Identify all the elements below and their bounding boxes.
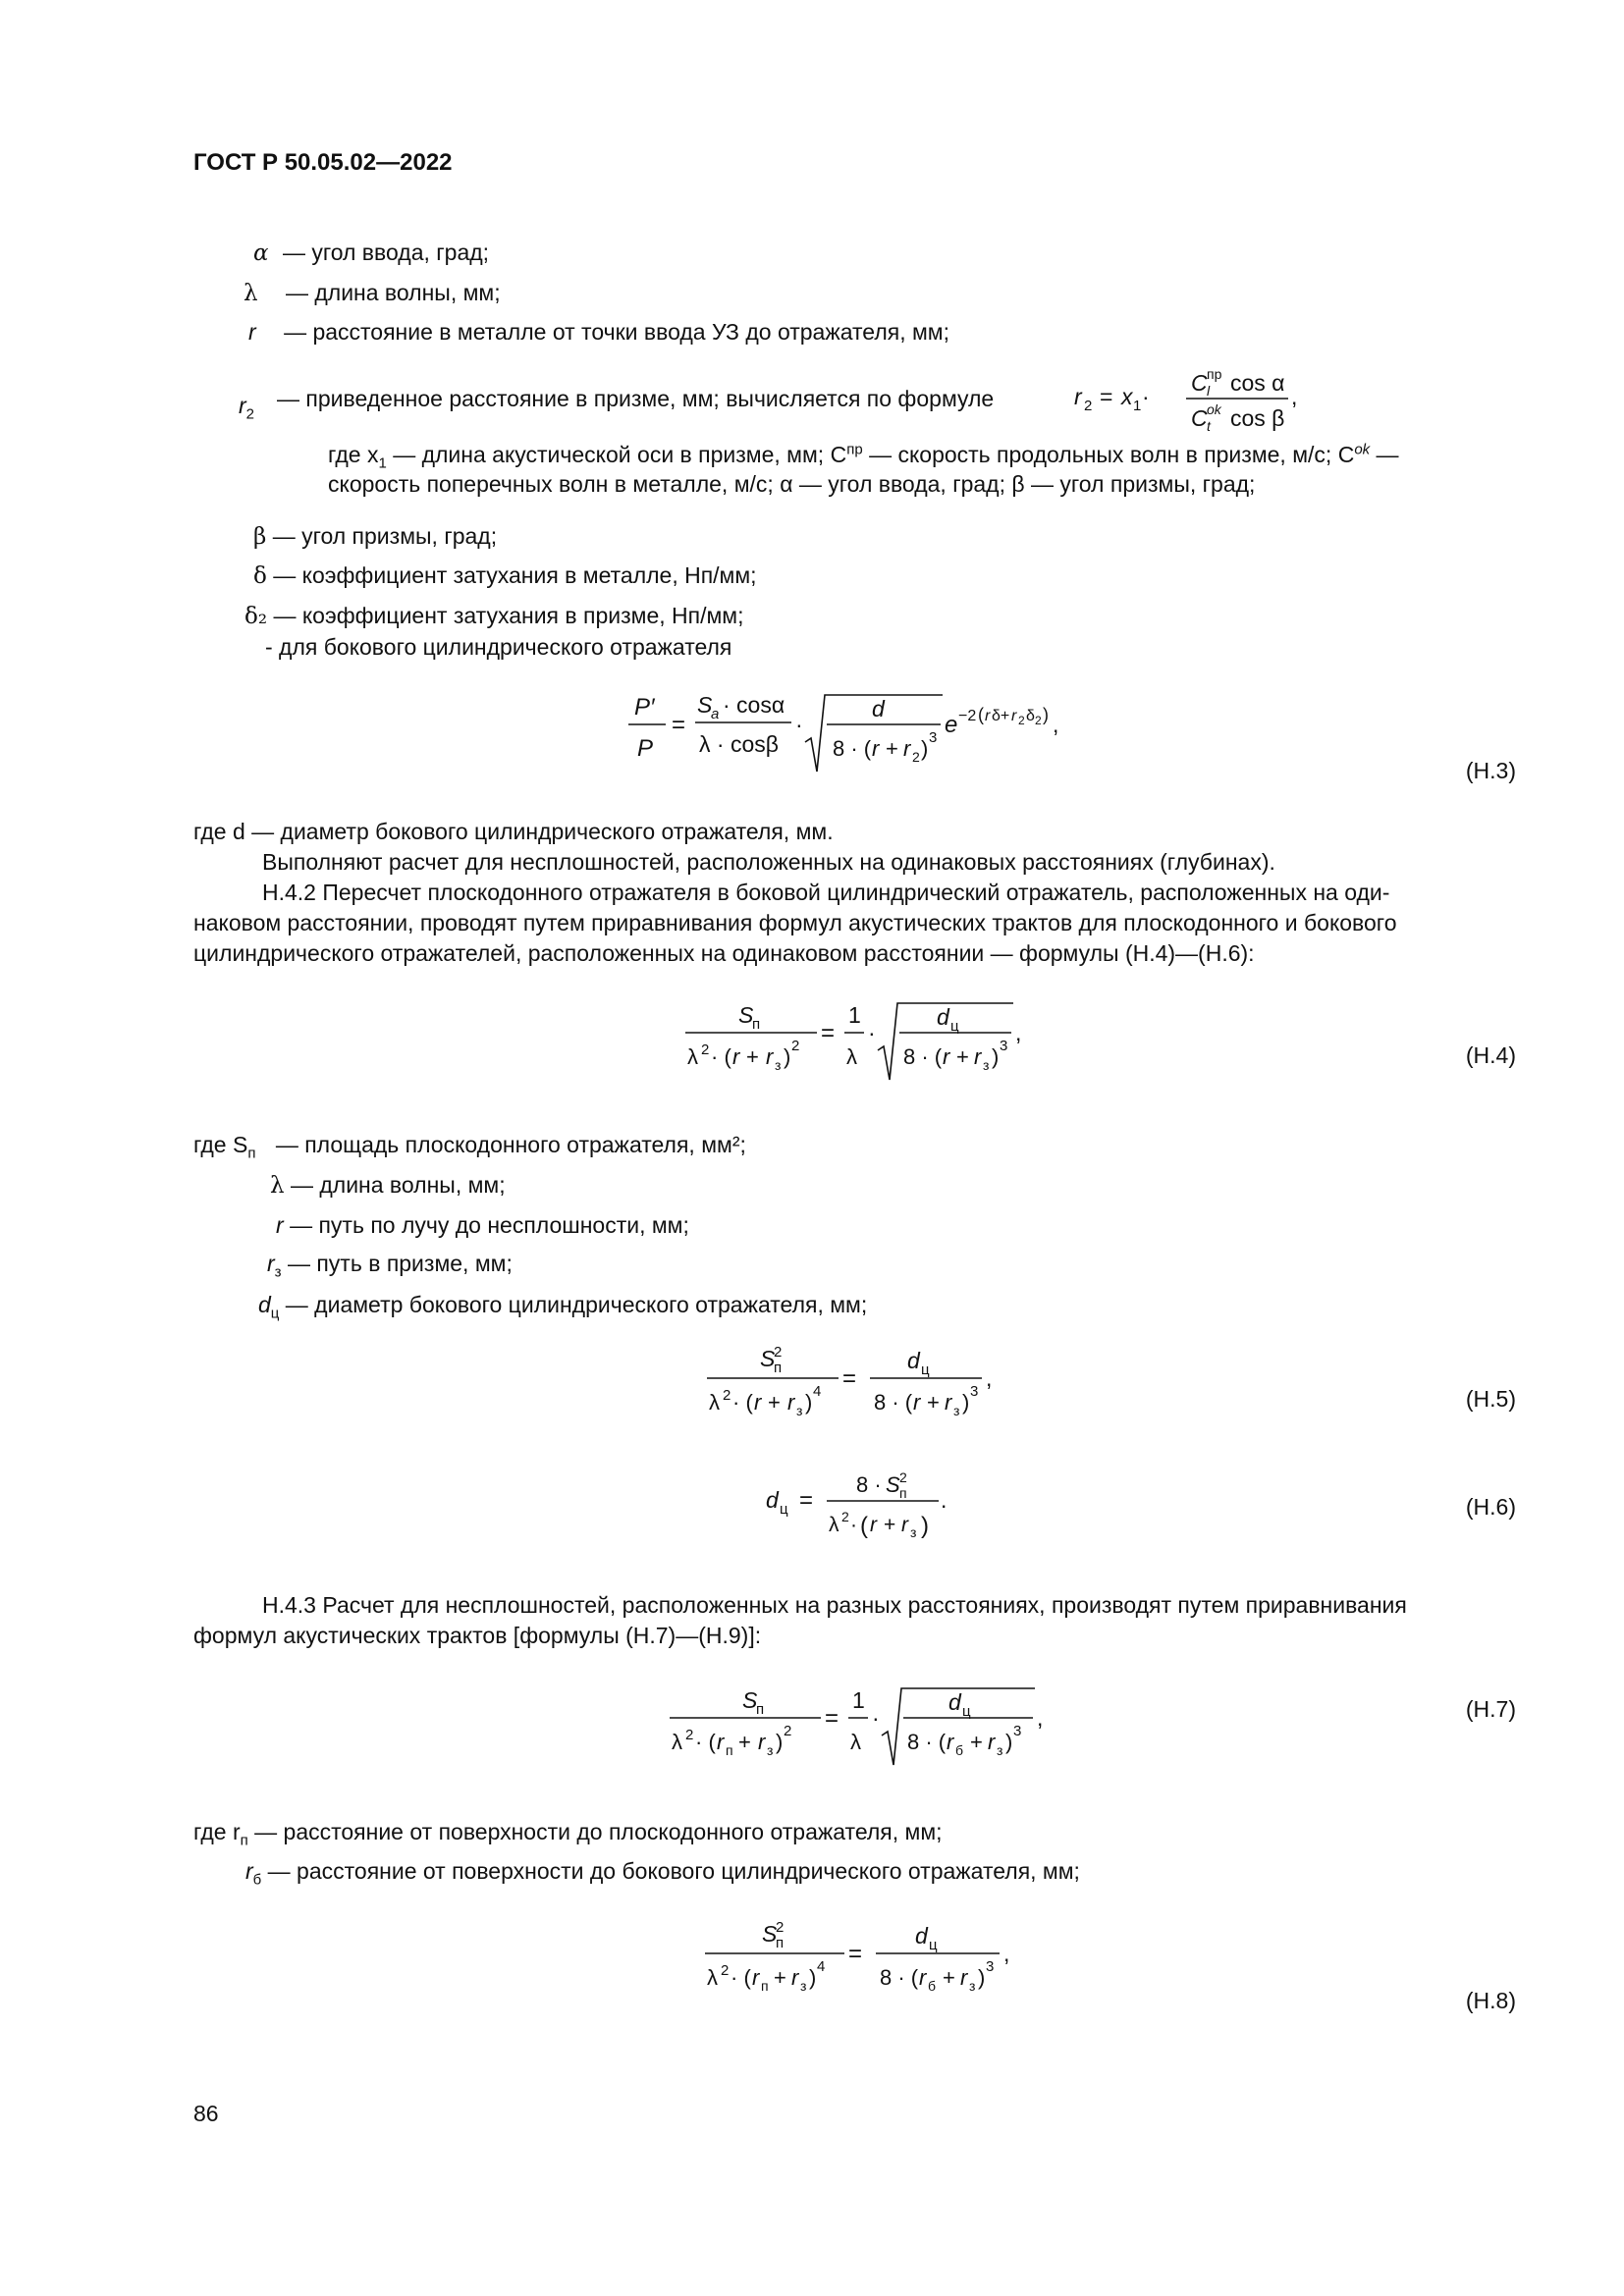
r2-where-line2: скорость поперечных волн в металле, м/с; α — угол ввода, град; β — угол призмы, град; — [328, 471, 1256, 497]
formula-h8 — [697, 1906, 1031, 2004]
svg-text:−2: −2 — [958, 708, 977, 724]
svg-text:,: , — [1015, 1020, 1022, 1045]
svg-text:пр: пр — [1207, 366, 1222, 382]
svg-text:8 · (: 8 · ( — [880, 1965, 919, 1990]
svg-text:п: п — [752, 1016, 761, 1033]
svg-text:+: + — [746, 1044, 759, 1069]
svg-text:λ · cosβ: λ · cosβ — [699, 731, 779, 757]
r2-inline-formula — [1070, 361, 1316, 440]
r2-where-line1: где $x_1$ — длина акустической оси в призме, мм; $C^{пр}$ — скорость продольных волн в призме, м/с; $C^{ok}$ — — [328, 441, 1399, 472]
svg-text:+: + — [970, 1730, 983, 1754]
svg-text:·: · — [872, 1705, 880, 1731]
svg-text:ц: ц — [962, 1703, 971, 1720]
svg-text:ц: ц — [921, 1362, 930, 1378]
svg-text:3: 3 — [929, 729, 938, 746]
svg-text:· (: · ( — [732, 1390, 753, 1415]
svg-text:r: r — [791, 1965, 799, 1990]
svg-text:S: S — [742, 1687, 758, 1713]
svg-text:,: , — [1053, 712, 1059, 737]
svg-text:P: P — [637, 735, 654, 762]
svg-text:2: 2 — [685, 1727, 694, 1743]
formula-h4 — [677, 986, 1041, 1084]
formula-h3 — [609, 677, 1119, 775]
svg-text:,: , — [1003, 1941, 1010, 1966]
svg-text:r: r — [872, 736, 880, 761]
svg-text:8 · (: 8 · ( — [907, 1730, 947, 1754]
symbol-r: r — расстояние в металле от точки ввода УЗ до отражателя, мм; — [248, 319, 949, 345]
where-rp: где $r_п$ — расстояние от поверхности до плоскодонного отражателя, мм; — [193, 1819, 943, 1849]
svg-text:,: , — [986, 1365, 993, 1391]
svg-text:e: e — [945, 712, 958, 738]
svg-text:з: з — [800, 1978, 807, 1994]
svg-text:+: + — [738, 1730, 751, 1754]
svg-text:2: 2 — [899, 1469, 907, 1485]
svg-text:r: r — [732, 1044, 740, 1069]
svg-text:S: S — [697, 692, 713, 718]
svg-text:з: з — [775, 1057, 782, 1073]
svg-text:,: , — [1037, 1705, 1044, 1731]
svg-text:п: п — [774, 1360, 783, 1376]
svg-text:=: = — [799, 1487, 814, 1514]
svg-text:п: п — [899, 1485, 907, 1501]
svg-text:a: a — [711, 706, 720, 722]
svg-text:2: 2 — [1018, 714, 1025, 727]
svg-text:r: r — [717, 1730, 725, 1754]
svg-text:d: d — [937, 1004, 949, 1030]
svg-text:r: r — [985, 708, 991, 724]
svg-text:r: r — [960, 1965, 968, 1990]
where-dc: $d_ц$ — диаметр бокового цилиндрического отражателя, мм; — [258, 1292, 868, 1322]
equation-label-h7: (Н.7) — [1465, 1696, 1516, 1722]
svg-text:2: 2 — [701, 1041, 710, 1058]
paragraph-h42-line2: наковом расстоянии, проводят путем приравнивания формул акустических трактов для плоскодонного и бокового — [193, 910, 1397, 935]
formula-h7 — [658, 1671, 1051, 1769]
svg-text:P′: P′ — [634, 694, 655, 721]
svg-text:S: S — [762, 1921, 778, 1947]
svg-text:r: r — [945, 1390, 952, 1415]
symbol-delta: δ — коэффициент затухания в металле, Нп/мм; — [253, 562, 757, 589]
svg-text:λ: λ — [672, 1730, 682, 1754]
equation-label-h5: (Н.5) — [1465, 1386, 1516, 1412]
paragraph-h42-line3: цилиндрического отражателей, расположенных на одинаковом расстоянии — формулы (Н.4)—(Н.6): — [193, 940, 1255, 966]
svg-text:r: r — [943, 1044, 950, 1069]
svg-text:): ) — [978, 1965, 986, 1990]
paragraph-h43-line1: Н.4.3 Расчет для несплошностей, расположенных на разных расстояниях, производят путем приравнивания — [262, 1592, 1407, 1618]
svg-text:·: · — [868, 1020, 876, 1045]
where-rb: $r_б$ — расстояние от поверхности до бокового цилиндрического отражателя, мм; — [245, 1858, 1080, 1889]
svg-text:S: S — [760, 1346, 776, 1371]
svg-text:·: · — [795, 712, 803, 737]
svg-text:r: r — [913, 1390, 921, 1415]
svg-text:1: 1 — [848, 1002, 861, 1028]
svg-text:+: + — [956, 1044, 969, 1069]
svg-text:δ: δ — [1026, 708, 1035, 724]
svg-text:r: r — [988, 1730, 996, 1754]
svg-text:(: ( — [978, 705, 984, 724]
symbol-lambda: λ — длина волны, мм; — [244, 280, 501, 306]
svg-text:r: r — [870, 1514, 877, 1536]
svg-text:3: 3 — [986, 1958, 995, 1975]
svg-text:=: = — [825, 1705, 839, 1732]
svg-text:=: = — [672, 712, 686, 738]
svg-text:cos α: cos α — [1230, 370, 1285, 396]
svg-text:λ: λ — [846, 1044, 857, 1069]
svg-text:з: з — [953, 1403, 960, 1418]
svg-text:=: = — [1100, 384, 1113, 409]
svg-text:r: r — [787, 1390, 795, 1415]
svg-text:2: 2 — [791, 1038, 800, 1054]
svg-text:2: 2 — [1084, 398, 1093, 414]
svg-text:з: з — [969, 1978, 976, 1994]
symbol-beta: β — угол призмы, град; — [253, 523, 498, 550]
svg-text:з: з — [997, 1742, 1003, 1758]
svg-text:cos β: cos β — [1230, 405, 1285, 431]
svg-text:2: 2 — [776, 1919, 785, 1936]
svg-text:): ) — [805, 1390, 813, 1415]
svg-text:t: t — [1207, 418, 1211, 434]
svg-text:r: r — [754, 1390, 762, 1415]
svg-text:): ) — [809, 1965, 817, 1990]
svg-text:п: п — [756, 1701, 765, 1718]
svg-text:λ: λ — [709, 1390, 720, 1415]
svg-text:п: п — [776, 1935, 785, 1951]
svg-text:1: 1 — [1133, 398, 1142, 414]
svg-text:·: · — [1142, 384, 1150, 409]
svg-text:б: б — [928, 1978, 937, 1994]
svg-text:· (: · ( — [711, 1044, 731, 1069]
equation-label-h4: (Н.4) — [1465, 1042, 1516, 1068]
svg-text:3: 3 — [970, 1383, 979, 1400]
svg-text:λ: λ — [687, 1044, 698, 1069]
svg-text:з: з — [767, 1742, 774, 1758]
svg-text:+: + — [927, 1390, 940, 1415]
svg-text:3: 3 — [1013, 1723, 1022, 1739]
svg-text:d: d — [907, 1348, 920, 1373]
svg-text:S: S — [738, 1002, 754, 1028]
svg-text:.: . — [941, 1487, 947, 1513]
svg-text:λ: λ — [829, 1514, 839, 1536]
svg-text:=: = — [821, 1020, 836, 1046]
svg-text:r: r — [901, 1514, 908, 1536]
svg-text:x: x — [1121, 384, 1133, 409]
svg-text:r: r — [903, 736, 911, 761]
svg-text:2: 2 — [1035, 714, 1042, 727]
svg-text:): ) — [962, 1390, 970, 1415]
svg-text:· cosα: · cosα — [723, 692, 785, 718]
symbol-r2: $r_2$ — [239, 393, 255, 423]
svg-text:(: ( — [860, 1513, 868, 1539]
svg-text:+: + — [884, 1514, 896, 1536]
svg-text:ok: ok — [1207, 401, 1221, 417]
svg-text:п: п — [726, 1742, 733, 1758]
svg-text:2: 2 — [912, 749, 920, 765]
svg-text:2: 2 — [723, 1387, 731, 1404]
side-cyl-note: - для бокового цилиндрического отражателя — [265, 634, 732, 660]
svg-text:C: C — [1191, 405, 1208, 431]
svg-text:ц: ц — [929, 1937, 938, 1953]
svg-text:4: 4 — [813, 1383, 822, 1400]
formula-h6 — [756, 1459, 962, 1547]
svg-text:d: d — [915, 1923, 928, 1949]
svg-text:п: п — [761, 1978, 769, 1994]
svg-text:d: d — [948, 1689, 961, 1715]
svg-text:C: C — [1191, 370, 1208, 396]
svg-text:r: r — [752, 1965, 760, 1990]
svg-text:r: r — [1011, 708, 1017, 724]
symbol-alpha: α — угол ввода, град; — [253, 240, 490, 266]
svg-text:3: 3 — [1000, 1038, 1008, 1054]
svg-text:δ+: δ+ — [992, 708, 1010, 724]
equation-label-h6: (Н.6) — [1465, 1494, 1516, 1520]
paragraph-h42-line1: Н.4.2 Пересчет плоскодонного отражателя в боковой цилиндрический отражатель, расположенных на оди- — [262, 880, 1390, 905]
svg-text:l: l — [1207, 383, 1211, 399]
svg-text:): ) — [992, 1044, 1000, 1069]
svg-text:): ) — [1005, 1730, 1013, 1754]
where-sp: где $S_п$ — площадь плоскодонного отражателя, мм²; — [193, 1132, 746, 1162]
svg-text:2: 2 — [841, 1509, 849, 1524]
svg-text:r: r — [974, 1044, 982, 1069]
r2-definition: — приведенное расстояние в призме, мм; вычисляется по формуле — [277, 386, 995, 411]
svg-text:,: , — [1291, 384, 1298, 409]
svg-text:r: r — [919, 1965, 927, 1990]
svg-text:1: 1 — [852, 1687, 865, 1713]
svg-text:8 · (: 8 · ( — [903, 1044, 943, 1069]
svg-text:r: r — [1074, 384, 1082, 409]
svg-text:): ) — [921, 1513, 929, 1539]
svg-text:r: r — [758, 1730, 766, 1754]
svg-text:· (: · ( — [695, 1730, 716, 1754]
svg-text:=: = — [848, 1941, 863, 1967]
document-header: ГОСТ Р 50.05.02—2022 — [193, 149, 453, 176]
svg-text:2: 2 — [774, 1344, 783, 1361]
where-lambda: λ — длина волны, мм; — [270, 1172, 506, 1199]
svg-text:8 · (: 8 · ( — [833, 736, 872, 761]
svg-text:з: з — [910, 1524, 917, 1540]
symbol-delta2: δ₂ — коэффициент затухания в призме, Нп/мм; — [244, 603, 744, 629]
svg-text:ц: ц — [950, 1018, 959, 1035]
svg-text:· (: · ( — [731, 1965, 751, 1990]
svg-text:λ: λ — [850, 1730, 861, 1754]
svg-text:+: + — [774, 1965, 786, 1990]
where-rz: $r_з$ — путь в призме, мм; — [267, 1251, 513, 1281]
svg-text:d: d — [766, 1487, 779, 1513]
svg-text:r: r — [947, 1730, 954, 1754]
svg-text:з: з — [983, 1057, 990, 1073]
where-d: где d — диаметр бокового цилиндрического отражателя, мм. — [193, 819, 834, 844]
svg-text:2: 2 — [784, 1723, 792, 1739]
svg-text:4: 4 — [817, 1958, 826, 1975]
page-number: 86 — [193, 2101, 219, 2126]
svg-text:2: 2 — [721, 1962, 730, 1979]
svg-text:8 · (: 8 · ( — [874, 1390, 913, 1415]
equation-label-h8: (Н.8) — [1465, 1988, 1516, 2013]
svg-text:+: + — [943, 1965, 955, 1990]
svg-text:d: d — [872, 696, 885, 721]
equation-label-h3: (Н.3) — [1465, 758, 1516, 783]
calc-same-distance: Выполняют расчет для несплошностей, расположенных на одинаковых расстояниях (глубинах). — [262, 849, 1275, 875]
svg-text:S: S — [886, 1472, 900, 1497]
svg-text:+: + — [768, 1390, 781, 1415]
svg-text:ц: ц — [780, 1501, 788, 1518]
svg-text:8 ·: 8 · — [856, 1472, 882, 1497]
formula-h5 — [697, 1331, 1011, 1429]
where-r-beam: r — путь по лучу до несплошности, мм; — [276, 1212, 689, 1238]
svg-text:=: = — [842, 1365, 857, 1392]
svg-text:): ) — [784, 1044, 791, 1069]
svg-text:·: · — [850, 1514, 857, 1536]
svg-text:r: r — [766, 1044, 774, 1069]
svg-text:λ: λ — [707, 1965, 718, 1990]
svg-text:): ) — [921, 736, 929, 761]
svg-text:): ) — [776, 1730, 784, 1754]
svg-text:+: + — [886, 736, 898, 761]
svg-text:): ) — [1043, 705, 1049, 724]
svg-text:з: з — [796, 1403, 803, 1418]
paragraph-h43-line2: формул акустических трактов [формулы (Н.7)—(Н.9)]: — [193, 1623, 762, 1648]
svg-text:б: б — [955, 1742, 964, 1758]
